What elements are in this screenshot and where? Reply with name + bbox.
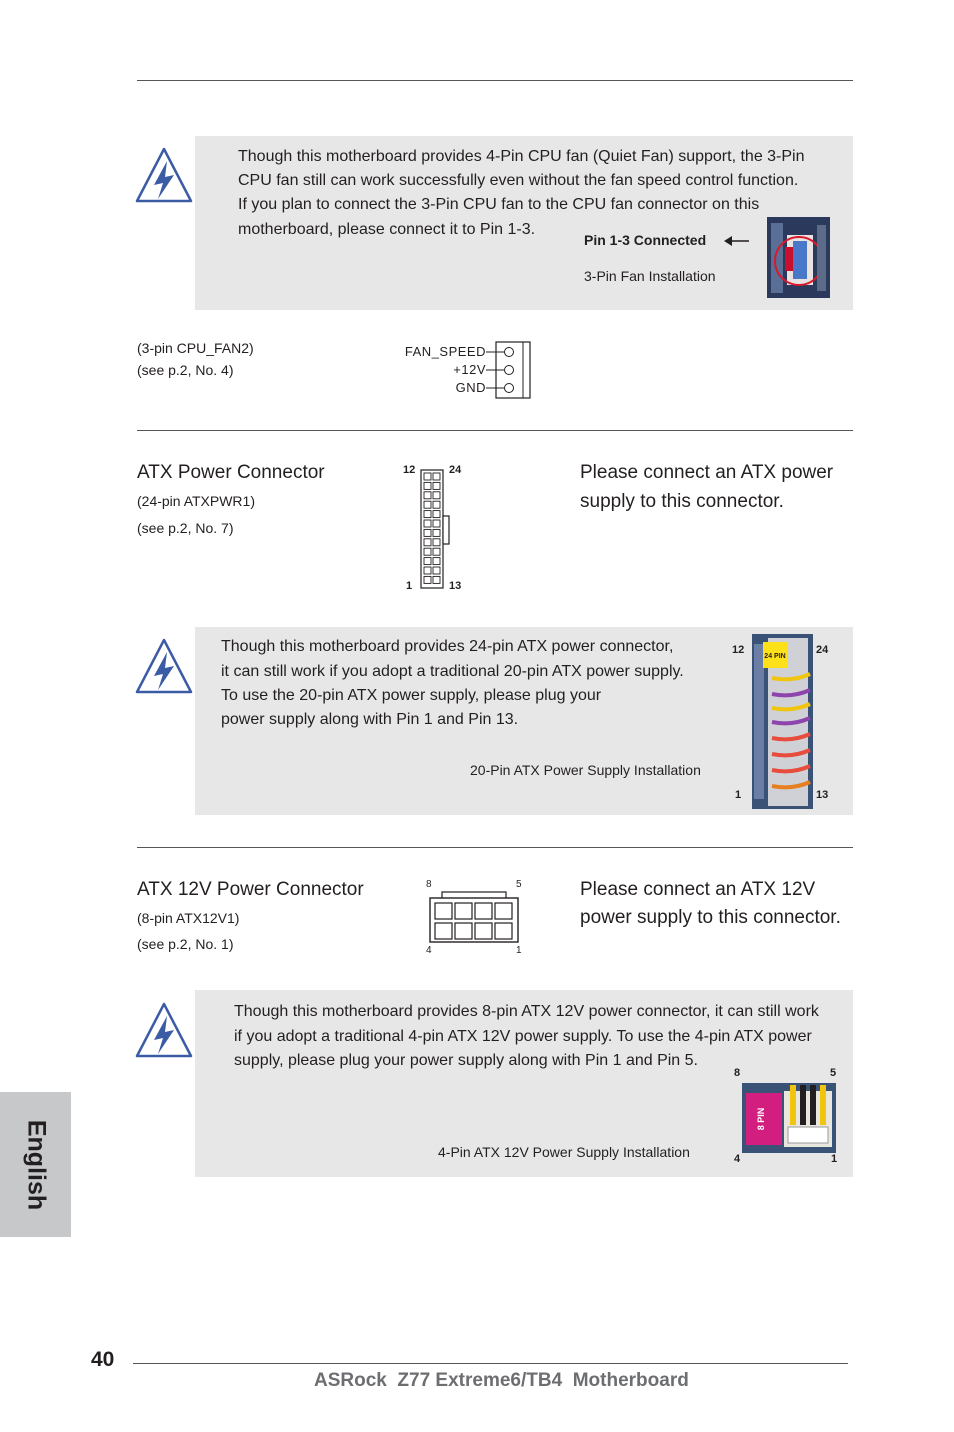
atx-8pin-connector-diagram: [428, 890, 520, 945]
atx8-pin: [435, 903, 452, 919]
cpu-fan-caption: 3-Pin Fan Installation: [584, 268, 716, 284]
atx24-pin: [433, 539, 440, 546]
atx-12v-model: (8-pin ATX12V1): [137, 910, 240, 926]
atx24-pin: [424, 520, 431, 527]
cpu-fan2-connector-diagram: [486, 340, 534, 402]
gnd-pin-label: GND: [455, 380, 486, 395]
atx12v-pin-1-label: 1: [516, 945, 522, 956]
atx-power-title: ATX Power Connector: [137, 462, 325, 483]
atx12v-photo-label: 8 PIN: [756, 1107, 766, 1131]
atx12v-photo-pin-1-label: 1: [831, 1153, 838, 1165]
atx12v-pin-8-label: 8: [426, 879, 432, 890]
atx-power-caption: 20-Pin ATX Power Supply Installation: [470, 762, 701, 778]
atx24-pin: [433, 511, 440, 518]
atx-power-note-line-3: To use the 20-pin ATX power supply, please plug your: [221, 687, 602, 704]
cpu-fan2-model: (3-pin CPU_FAN2): [137, 340, 254, 356]
atx-photo-pin-24-label: 24: [816, 644, 829, 656]
arrow-left-icon: [722, 234, 750, 248]
footer-title: ASRock Z77 Extreme6/TB4 Motherboard: [314, 1370, 689, 1391]
atx24-pin: [433, 501, 440, 508]
atx-photo-pin-13-label: 13: [816, 789, 829, 801]
atx-20pin-installation-photo: [752, 634, 813, 809]
atx-12v-desc-line-1: Please connect an ATX 12V: [580, 879, 816, 900]
warning-triangle-icon: [134, 1000, 194, 1060]
page-number: 40: [91, 1348, 115, 1371]
section-rule-1: [137, 430, 853, 431]
atx24-pin: [424, 558, 431, 565]
atx24-pin: [424, 511, 431, 518]
cpu-fan-note-line-4: motherboard, please connect it to Pin 1-3.: [238, 221, 536, 238]
atx24-pin: [424, 482, 431, 489]
atx24-pin: [433, 576, 440, 583]
atx8-pin: [475, 903, 492, 919]
atx-12v-note-line-3: supply, please plug your power supply along with Pin 1 and Pin 5.: [234, 1052, 698, 1069]
cpu-fan-note-line-2: CPU fan still can work successfully even without the fan speed control function.: [238, 172, 799, 189]
atx-power-model: (24-pin ATXPWR1): [137, 493, 255, 509]
atx-photo-label: 24 PIN: [764, 653, 786, 660]
atx-12v-note-line-1: Though this motherboard provides 8-pin ATX 12V power connector, it can still work: [234, 1003, 819, 1020]
section-rule-2: [137, 847, 853, 848]
atx-12v-title: ATX 12V Power Connector: [137, 879, 364, 900]
atx-24pin-connector-diagram: [419, 468, 453, 592]
atx-photo-pin-1-label: 1: [735, 789, 742, 801]
language-tab: [0, 1092, 71, 1237]
warning-triangle-icon: [134, 636, 194, 696]
atx-pin-24-label: 24: [449, 464, 462, 476]
pin-connected-label: Pin 1-3 Connected: [584, 232, 707, 248]
atx24-pin: [424, 501, 431, 508]
atx12v-photo-pin-8-label: 8: [734, 1067, 741, 1079]
atx-pin-13-label: 13: [449, 580, 462, 592]
atx-power-desc-line-1: Please connect an ATX power: [580, 462, 834, 483]
footer-rule: [133, 1363, 848, 1364]
atx-12v-note-line-2: if you adopt a traditional 4-pin ATX 12V power supply. To use the 4-pin ATX power: [234, 1028, 812, 1045]
top-rule: [137, 80, 853, 81]
atx24-pin: [433, 520, 440, 527]
atx24-pin: [424, 548, 431, 555]
cpu-fan2-ref: (see p.2, No. 4): [137, 362, 234, 378]
atx24-pin: [424, 492, 431, 499]
atx24-pin: [424, 576, 431, 583]
atx24-pin: [424, 473, 431, 480]
atx12v-pin-4-label: 4: [426, 945, 432, 956]
atx-photo-pin-12-label: 12: [732, 644, 745, 656]
atx12v-photo-pin-4-label: 4: [734, 1153, 741, 1165]
warning-triangle-icon: [134, 145, 194, 205]
cpu-fan-note-line-3: If you plan to connect the 3-Pin CPU fan to the CPU fan connector on this: [238, 196, 760, 213]
atx-power-note-line-2: it can still work if you adopt a traditional 20-pin ATX power supply.: [221, 663, 684, 680]
atx24-pin: [433, 548, 440, 555]
atx12v-photo-pin-5-label: 5: [830, 1067, 837, 1079]
atx24-pin: [433, 492, 440, 499]
atx-power-ref: (see p.2, No. 7): [137, 520, 234, 536]
atx-pin-1-label: 1: [406, 580, 413, 592]
atx-pin-12-label: 12: [403, 464, 416, 476]
atx8-pin: [495, 903, 512, 919]
atx8-pin: [435, 923, 452, 939]
atx8-pin: [495, 923, 512, 939]
atx24-pin: [433, 567, 440, 574]
atx8-pin: [455, 903, 472, 919]
atx-power-desc-line-2: supply to this connector.: [580, 491, 784, 512]
12v-pin-label: +12V: [453, 362, 486, 377]
fan-speed-pin-label: FAN_SPEED: [404, 344, 486, 359]
atx-12v-desc-line-2: power supply to this connector.: [580, 907, 841, 928]
language-tab-label: English: [22, 1119, 50, 1210]
fan-installation-photo: [767, 217, 830, 298]
atx-12v-ref: (see p.2, No. 1): [137, 936, 234, 952]
atx24-pin: [424, 567, 431, 574]
atx-4pin-installation-photo: [742, 1083, 836, 1153]
atx24-latch: [443, 516, 449, 544]
atx-power-note-line-1: Though this motherboard provides 24-pin ATX power connector,: [221, 638, 674, 655]
atx24-pin: [433, 558, 440, 565]
atx8-pin: [475, 923, 492, 939]
atx8-pin: [455, 923, 472, 939]
cpu-fan-note-line-1: Though this motherboard provides 4-Pin CPU fan (Quiet Fan) support, the 3-Pin: [238, 148, 805, 165]
atx12v-pin-5-label: 5: [516, 879, 522, 890]
atx24-pin: [424, 529, 431, 536]
atx24-pin: [433, 482, 440, 489]
atx24-pin: [433, 529, 440, 536]
atx24-pin: [433, 473, 440, 480]
atx-power-note-line-4: power supply along with Pin 1 and Pin 13.: [221, 711, 519, 728]
atx-12v-caption: 4-Pin ATX 12V Power Supply Installation: [438, 1144, 690, 1160]
atx24-pin: [424, 539, 431, 546]
